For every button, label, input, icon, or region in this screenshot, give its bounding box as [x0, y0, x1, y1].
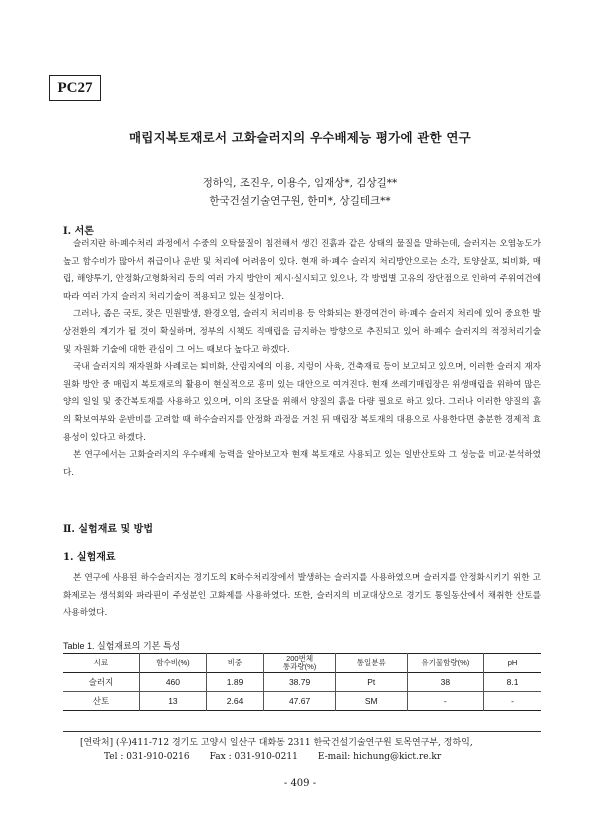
table-row	[63, 673, 541, 692]
table-cell: 13	[139, 692, 206, 711]
paper-title: 매립지복토재로서 고화슬러지의 우수배제능 평가에 관한 연구	[129, 130, 471, 145]
table-header-cell: 통일분류	[335, 654, 407, 673]
intro-paragraph-1: 슬러지란 하·폐수처리 과정에서 수중의 오탁물질이 침전해서 생긴 진흙과 같은 상태의 물질을 말하는데, 슬러지는 오염농도가 높고 함수비가 많아서 취급이나 운반 및 처리에 어려움이 있다. 현재 하·폐수 슬러지 처리방안으로는 소각, 토양살포, 퇴비화, 매립, 해양투기, 안정화/고형화처리 등의 여러 가지 방안이 제시·실시되고 있으나, 각 방법별 고유의 장단점으로 인하여 주위여건에 따라 여러 가지 슬러지 처리기술이 적용되고 있는 실정이다.	[63, 239, 541, 302]
materials-paragraph-1: 본 연구에 사용된 하수슬러지는 경기도의 K하수처리장에서 발생하는 슬러지를 사용하였으며 슬러지를 안정화시키기 위한 고화제로는 생석회와 파라핀이 주성분인 고화제를 사용하였다. 또한, 슬러지의 비교대상으로 경기도 통일동산에서 채취한 산토를 사용하였다.	[63, 573, 541, 619]
table-header-cell: 유기물함량(%)	[407, 654, 483, 673]
table-header-cell: 함수비(%)	[139, 654, 206, 673]
intro-paragraph-4: 본 연구에서는 고화슬러지의 우수배제 능력을 알아보고자 현재 복토재로 사용되고 있는 일반산토와 그 성능을 비교·분석하였다.	[63, 450, 541, 478]
contact-address: [연락처] (우)411-712 경기도 고양시 일산구 대화동 2311 한국건설기술연구원 토목연구부, 정하익,	[80, 738, 473, 748]
table-cell: 460	[139, 673, 206, 692]
contact-tel: Tel : 031-910-0216	[104, 752, 190, 762]
table-cell: 2.64	[206, 692, 263, 711]
section-heading-intro: Ⅰ. 서론	[63, 226, 94, 237]
affiliation-list: 한국건설기술연구원, 한미*, 상길테크**	[209, 195, 391, 207]
table-cell: 38	[407, 673, 483, 692]
table-cell: Pt	[335, 673, 407, 692]
author-list: 정하익, 조진우, 이용수, 임재상*, 김상길**	[202, 177, 398, 189]
table-header-row	[63, 654, 541, 673]
table-header-cell: 시료	[63, 654, 139, 673]
contact-block	[80, 736, 473, 764]
intro-paragraph-3: 국내 슬러지의 재자원화 사례로는 퇴비화, 산림지에의 이용, 지렁이 사육, 건축재료 등이 보고되고 있으며, 이러한 슬러지 재자원화 방안 중 매립지 복토재로의 활용이 현실적으로 흥미 있는 대안으로 여겨진다. 현재 쓰레기매립장은 위생매립을 위하여 많은 양의 일일 및 중간복토재를 사용하고 있으며, 이의 조달을 위해서 양질의 흙을 다량 필요로 하고 있다. 그러나 이러한 양질의 흙의 확보여부와 운반비를 고려할 때 하수슬러지를 안정화 과정을 거친 뒤 매립장 복토재의 대용으로 사용한다면 충분한 경제적 효용성이 있다고 하겠다.	[63, 362, 541, 443]
contact-fax: Fax : 031-910-0211	[209, 752, 298, 762]
table-header-cell: pH	[484, 654, 541, 673]
table-row	[63, 692, 541, 711]
table-header-cell: 200번체 통과량(%)	[264, 654, 336, 673]
intro-body	[63, 236, 541, 482]
intro-paragraph-2: 그러나, 좁은 국토, 잦은 민원발생, 환경오염, 슬러지 처리비용 등 악화되는 환경여건이 하·폐수 슬러지 처리에 있어 중요한 발상전환의 계기가 될 것이 확실하며, 정부의 시책도 직매립을 금지하는 방향으로 추진되고 있어 하·폐수 슬러지의 적정처리기술 및 자원화 기술에 대한 관심이 그 어느 때보다 높다고 하겠다.	[63, 309, 541, 355]
table-cell: 47.67	[264, 692, 336, 711]
table-header-cell: 비중	[206, 654, 263, 673]
subsection-heading-materials: 1. 실험재료	[63, 552, 116, 563]
table-cell: 1.89	[206, 673, 263, 692]
material-properties-table	[63, 653, 541, 711]
table-cell: 38.79	[264, 673, 336, 692]
contact-email: E-mail: hichung@kict.re.kr	[317, 752, 442, 762]
table-cell: -	[484, 692, 541, 711]
table-caption: Table 1. 실험재료의 기본 특성	[63, 641, 181, 651]
table-cell: 8.1	[484, 673, 541, 692]
contact-numbers	[80, 750, 473, 764]
page-number: - 409 -	[283, 778, 317, 789]
table-cell: 산토	[63, 692, 139, 711]
paper-id-badge: PC27	[49, 75, 101, 101]
footer-divider	[63, 731, 541, 732]
table-cell: 슬러지	[63, 673, 139, 692]
section-heading-methods: Ⅱ. 실험재료 및 방법	[63, 524, 153, 535]
table-cell: SM	[335, 692, 407, 711]
table-cell: -	[407, 692, 483, 711]
materials-body	[63, 570, 541, 623]
